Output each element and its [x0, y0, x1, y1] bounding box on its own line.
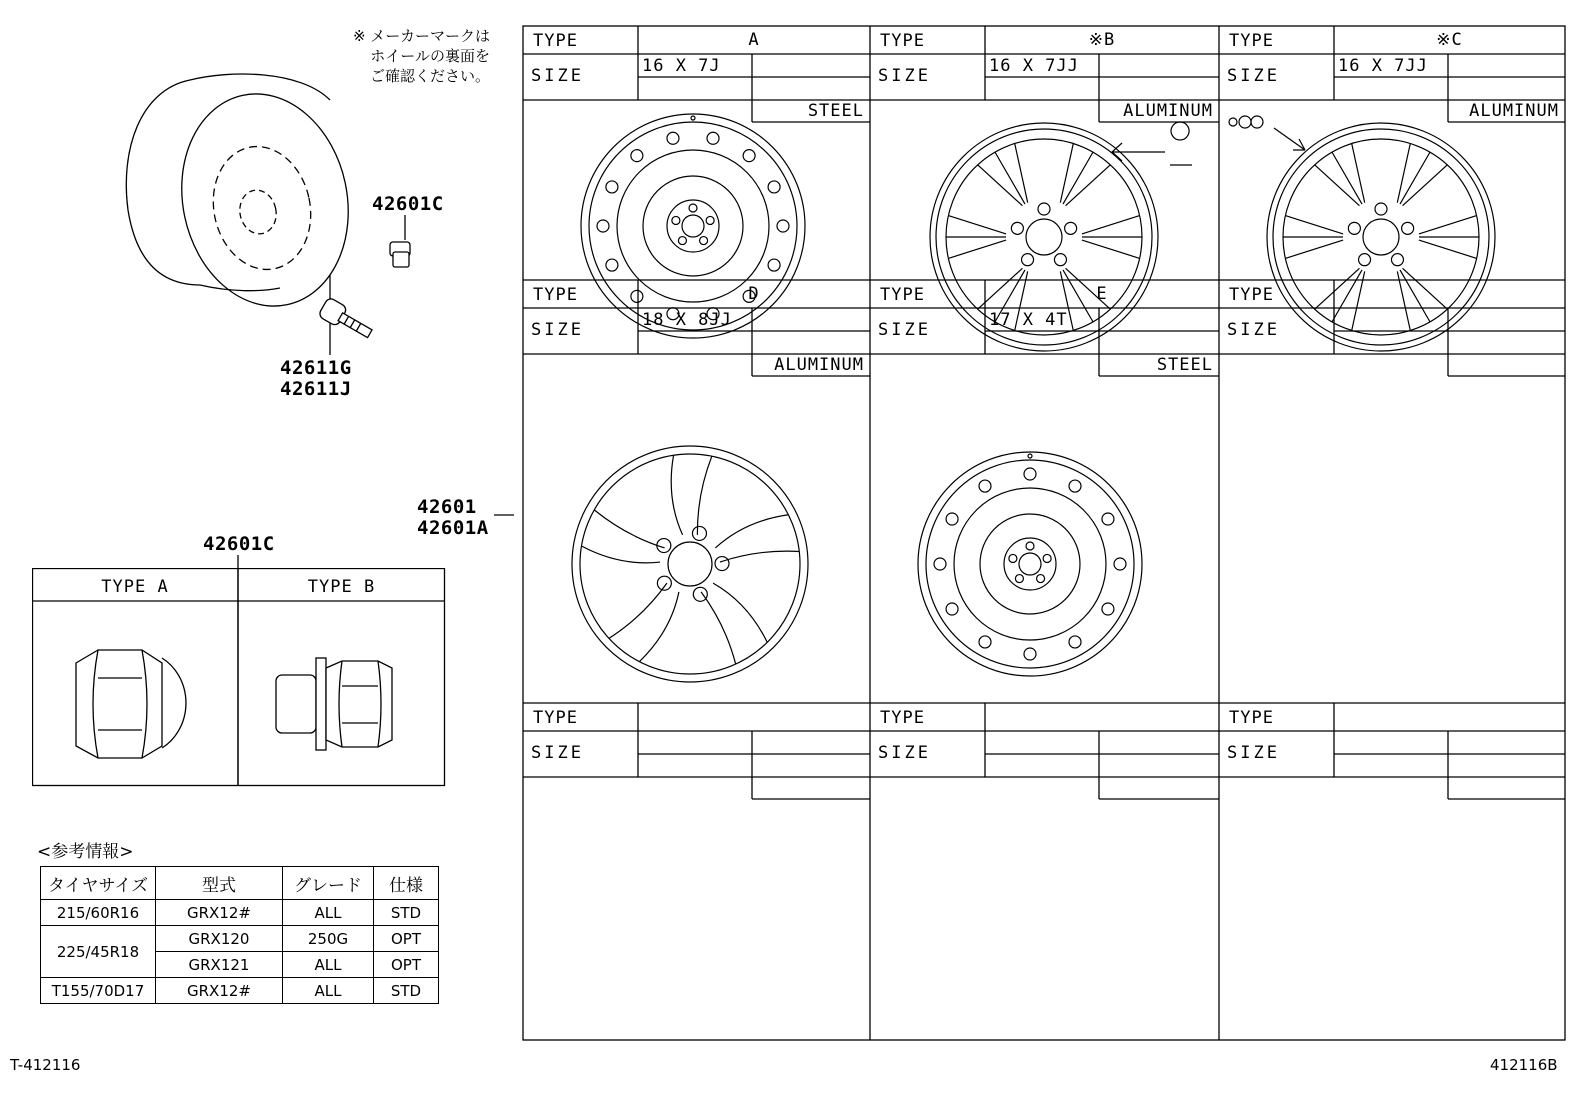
type-label: TYPE	[533, 708, 578, 728]
tire-size-cell: T155/70D17	[41, 978, 156, 1004]
grade-cell: 250G	[283, 926, 374, 952]
valve-location-arrow-c	[1229, 116, 1305, 150]
nut-type-a-label: TYPE A	[101, 577, 169, 597]
header-grade: グレード	[283, 867, 374, 900]
type-label: TYPE	[1229, 31, 1274, 51]
size-label: SIZE	[1227, 320, 1280, 340]
size-label: SIZE	[878, 743, 931, 763]
model-cell: GRX120	[156, 926, 283, 952]
wheel-size-value: 17 X 4T	[989, 310, 1068, 330]
model-cell: GRX12#	[156, 900, 283, 926]
spec-cell: OPT	[374, 952, 439, 978]
type-label: TYPE	[533, 285, 578, 305]
header-spec: 仕様	[374, 867, 439, 900]
part-number-wheel-1[interactable]: 42601	[417, 496, 477, 518]
spec-cell: STD	[374, 900, 439, 926]
spec-cell: STD	[374, 978, 439, 1004]
wheel-material-value: STEEL	[1156, 355, 1213, 375]
type-label: TYPE	[533, 31, 578, 51]
type-label: TYPE	[880, 285, 925, 305]
type-label: TYPE	[1229, 285, 1274, 305]
wheel-type-value: ※B	[1088, 30, 1116, 50]
tire-size-cell: 215/60R16	[41, 900, 156, 926]
wheel-type-value: D	[748, 284, 760, 304]
wheel-material-value: ALUMINUM	[774, 355, 864, 375]
wheel-material-value: STEEL	[807, 101, 864, 121]
alloy-wheel-c-drawing	[1267, 123, 1495, 351]
size-label: SIZE	[1227, 66, 1280, 86]
size-label: SIZE	[1227, 743, 1280, 763]
type-label: TYPE	[1229, 708, 1274, 728]
grade-cell: ALL	[283, 978, 374, 1004]
nut-type-b-label: TYPE B	[307, 577, 376, 597]
wheel-size-value: 18 X 8JJ	[642, 310, 732, 330]
footer-right-code: 412116B	[1490, 1056, 1558, 1074]
part-number-nut-cap[interactable]: 42601C	[372, 193, 444, 215]
wheel-size-value: 16 X 7JJ	[989, 56, 1079, 76]
size-label: SIZE	[531, 66, 584, 86]
wheel-material-value: ALUMINUM	[1123, 101, 1213, 121]
wheel-size-value: 16 X 7JJ	[1338, 56, 1428, 76]
wheel-type-value: ※C	[1436, 30, 1463, 50]
part-number-valve-2[interactable]: 42611J	[280, 378, 352, 400]
model-cell: GRX12#	[156, 978, 283, 1004]
wheel-type-value: A	[748, 30, 760, 50]
wheel-material-value: ALUMINUM	[1469, 101, 1559, 121]
tire-size-cell: 225/45R18	[41, 926, 156, 978]
note-line-1: ※ メーカーマークは	[352, 27, 490, 45]
type-label: TYPE	[880, 708, 925, 728]
wheel-type-value: E	[1096, 284, 1108, 304]
grade-cell: ALL	[283, 900, 374, 926]
grade-cell: ALL	[283, 952, 374, 978]
model-cell: GRX121	[156, 952, 283, 978]
size-label: SIZE	[878, 66, 931, 86]
part-number-wheel-2[interactable]: 42601A	[417, 517, 489, 539]
header-tire-size: タイヤサイズ	[41, 867, 156, 900]
wheel-size-value: 16 X 7J	[642, 56, 721, 76]
size-label: SIZE	[531, 743, 584, 763]
header-model: 型式	[156, 867, 283, 900]
logo-location-arrow-b	[1112, 122, 1192, 165]
footer-left-code: T-412116	[10, 1056, 81, 1074]
size-label: SIZE	[531, 320, 584, 340]
note-line-3: ご確認ください。	[369, 67, 490, 85]
alloy-wheel-d-drawing	[572, 446, 808, 682]
part-number-valve-1[interactable]: 42611G	[280, 357, 352, 379]
note-line-2: ホイールの裏面を	[370, 47, 490, 65]
type-label: TYPE	[880, 31, 925, 51]
reference-title: <参考情報>	[37, 842, 134, 862]
part-number-nut-table[interactable]: 42601C	[203, 533, 275, 555]
size-label: SIZE	[878, 320, 931, 340]
steel-wheel-e-drawing	[918, 452, 1142, 676]
spec-cell: OPT	[374, 926, 439, 952]
